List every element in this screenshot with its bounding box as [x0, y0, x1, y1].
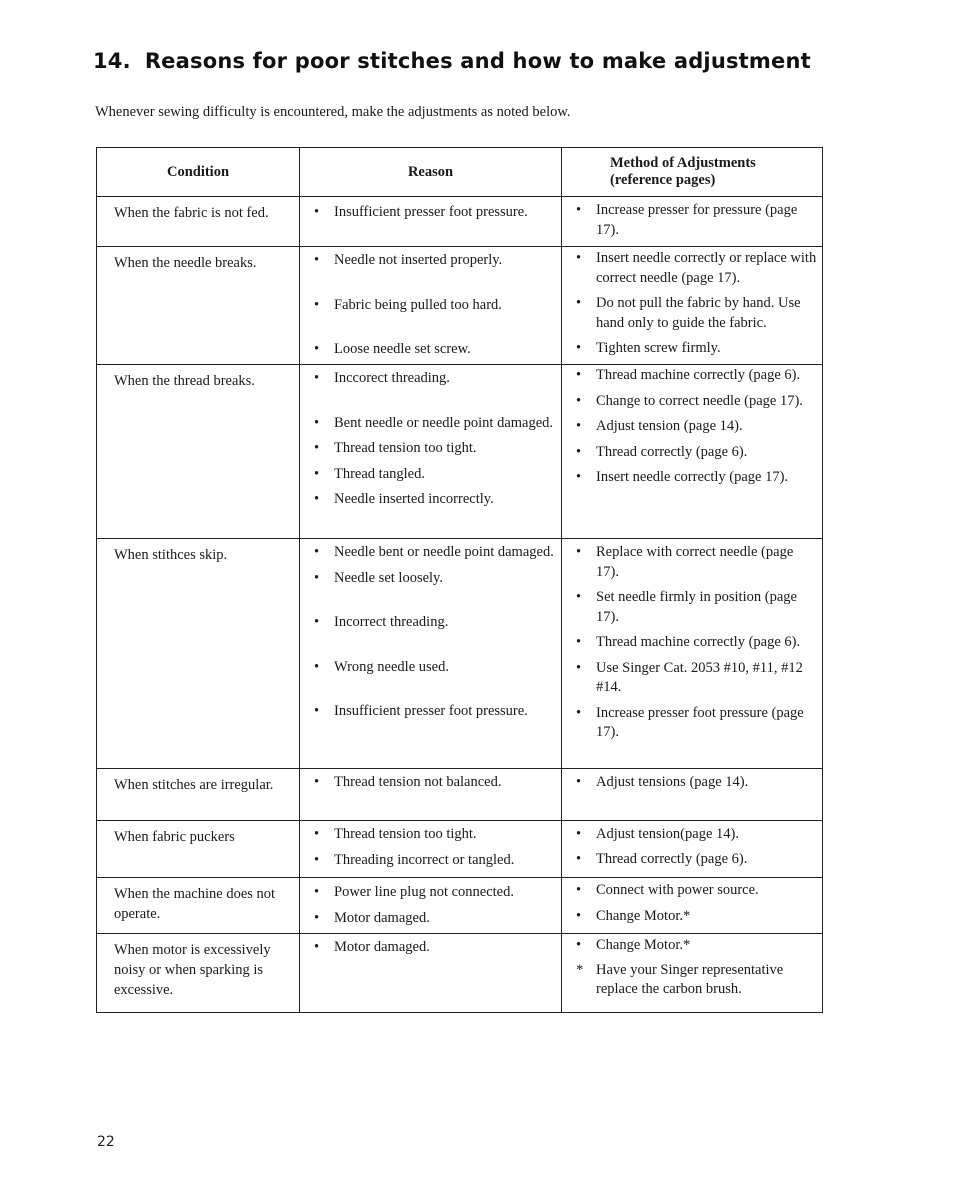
reason-cell	[300, 821, 562, 878]
header-method-line1: Method of Adjustments	[610, 155, 756, 171]
reason-text: Wrong needle used.	[334, 658, 449, 675]
reason-item	[314, 773, 557, 793]
reason-cell	[300, 197, 562, 247]
reason-item	[314, 702, 557, 722]
method-item	[576, 249, 818, 288]
reason-text: Needle inserted incorrectly.	[334, 491, 494, 507]
reason-text: Insufficient presser foot pressure.	[334, 204, 528, 220]
reason-text: Needle not inserted properly.	[334, 252, 503, 268]
bullet-icon: •	[576, 544, 582, 560]
bullet-icon: •	[314, 465, 320, 482]
method-item	[576, 907, 818, 927]
method-item	[576, 417, 818, 437]
method-cell	[562, 878, 823, 934]
bullet-icon: •	[314, 204, 320, 220]
reason-item	[314, 414, 557, 434]
method-cell	[562, 821, 823, 878]
bullet-icon: •	[576, 882, 582, 898]
bullet-icon: •	[314, 569, 320, 586]
page-title	[93, 49, 811, 73]
reason-item	[314, 340, 557, 360]
bullet-icon: •	[314, 440, 320, 456]
method-text: Change to correct needle (page 17).	[596, 392, 803, 409]
bullet-icon: •	[576, 367, 582, 383]
method-cell	[562, 197, 823, 247]
reason-text: Needle bent or needle point damaged.	[334, 544, 554, 560]
reason-cell	[300, 769, 562, 821]
method-text: Adjust tensions (page 14).	[596, 774, 749, 790]
table-row	[97, 365, 823, 539]
method-item	[576, 201, 818, 240]
method-item	[576, 633, 818, 653]
bullet-icon: •	[576, 907, 582, 924]
troubleshooting-table	[96, 147, 823, 1013]
bullet-icon: •	[314, 370, 320, 386]
method-item	[576, 936, 818, 956]
table-row	[97, 539, 823, 769]
reason-item	[314, 439, 557, 459]
method-text: Set needle firmly in position (page 17).	[596, 589, 797, 625]
method-item	[576, 468, 818, 488]
table-row	[97, 197, 823, 247]
bullet-icon: •	[314, 414, 320, 431]
bullet-icon: •	[576, 937, 582, 953]
bullet-icon: •	[576, 469, 582, 485]
reason-text: Bent needle or needle point damaged.	[334, 414, 554, 431]
method-text: Insert needle correctly or replace with correct needle (page 17).	[596, 250, 817, 286]
reason-text: Loose needle set screw.	[334, 341, 471, 357]
reason-item	[314, 369, 557, 389]
method-text: Connect with power source.	[596, 882, 759, 898]
asterisk-marker: *	[576, 961, 584, 978]
header-condition: Condition	[97, 148, 300, 197]
method-item	[576, 704, 818, 743]
intro-text: Whenever sewing difficulty is encountered, make the adjustments as noted below.	[95, 104, 571, 120]
reason-item	[314, 825, 557, 845]
method-text: Insert needle correctly (page 17).	[596, 469, 789, 485]
reason-item	[314, 938, 557, 958]
reason-text: Threading incorrect or tangled.	[334, 851, 515, 868]
reason-item	[314, 251, 557, 271]
reason-text: Power line plug not connected.	[334, 884, 514, 900]
reason-text: Inccorect threading.	[334, 370, 450, 386]
reason-item	[314, 543, 557, 563]
reason-item	[314, 569, 557, 589]
method-item	[576, 881, 818, 901]
method-text: Use Singer Cat. 2053 #10, #11, #12 #14.	[596, 659, 803, 695]
method-cell	[562, 247, 823, 365]
condition-cell: When the fabric is not fed.	[97, 197, 300, 247]
header-reason: Reason	[300, 148, 562, 197]
section-number: 14.	[93, 49, 131, 73]
table-row	[97, 247, 823, 365]
bullet-icon: •	[576, 443, 582, 460]
method-item	[576, 588, 818, 627]
condition-cell: When stitches are irregular.	[97, 769, 300, 821]
method-item	[576, 961, 818, 1000]
reason-text: Motor damaged.	[334, 909, 430, 926]
method-item	[576, 392, 818, 412]
bullet-icon: •	[576, 659, 582, 676]
header-method	[562, 148, 823, 197]
reason-item	[314, 658, 557, 678]
bullet-icon: •	[314, 703, 320, 719]
reason-item	[314, 490, 557, 510]
bullet-icon: •	[314, 658, 320, 675]
reason-item	[314, 465, 557, 485]
reason-cell	[300, 878, 562, 934]
method-text: Have your Singer representative replace the carbon brush.	[596, 961, 784, 997]
bullet-icon: •	[576, 774, 582, 790]
reason-text: Incorrect threading.	[334, 614, 449, 630]
condition-cell: When the needle breaks.	[97, 247, 300, 365]
reason-item	[314, 851, 557, 871]
method-text: Thread correctly (page 6).	[596, 443, 748, 460]
method-text: Increase presser for pressure (page 17).	[596, 202, 798, 238]
condition-cell: When the machine does not operate.	[97, 878, 300, 934]
bullet-icon: •	[576, 634, 582, 650]
condition-cell: When the thread breaks.	[97, 365, 300, 539]
reason-cell	[300, 539, 562, 769]
bullet-icon: •	[314, 341, 320, 357]
reason-text: Thread tension not balanced.	[334, 774, 502, 790]
condition-cell: When fabric puckers	[97, 821, 300, 878]
bullet-icon: •	[576, 392, 582, 409]
page-number: 22	[97, 1134, 115, 1150]
bullet-icon: •	[314, 884, 320, 900]
bullet-icon: •	[314, 774, 320, 790]
bullet-icon: •	[576, 250, 582, 266]
bullet-icon: •	[314, 614, 320, 630]
reason-cell	[300, 247, 562, 365]
method-text: Adjust tension(page 14).	[596, 826, 739, 842]
bullet-icon: •	[576, 826, 582, 842]
reason-cell	[300, 934, 562, 1013]
method-cell	[562, 365, 823, 539]
bullet-icon: •	[576, 202, 582, 218]
method-cell	[562, 539, 823, 769]
reason-item	[314, 613, 557, 633]
bullet-icon: •	[314, 826, 320, 842]
bullet-icon: •	[314, 939, 320, 955]
reason-text: Motor damaged.	[334, 939, 430, 955]
method-text: Replace with correct needle (page 17).	[596, 544, 794, 580]
method-item	[576, 543, 818, 582]
reason-item	[314, 909, 557, 929]
condition-cell: When motor is excessively noisy or when sparking is excessive.	[97, 934, 300, 1013]
section-title: Reasons for poor stitches and how to make adjustment	[144, 49, 811, 73]
header-method-line2: (reference pages)	[610, 172, 716, 188]
method-item	[576, 339, 818, 359]
table-row	[97, 821, 823, 878]
method-item	[576, 366, 818, 386]
reason-item	[314, 296, 557, 316]
method-text: Do not pull the fabric by hand. Use hand only to guide the fabric.	[596, 295, 801, 331]
method-text: Thread machine correctly (page 6).	[596, 634, 801, 650]
bullet-icon: •	[576, 704, 582, 721]
reason-text: Insufficient presser foot pressure.	[334, 703, 528, 719]
method-text: Change Motor.*	[596, 907, 691, 924]
method-cell	[562, 934, 823, 1013]
table-header	[97, 148, 823, 197]
bullet-icon: •	[314, 851, 320, 868]
reason-text: Fabric being pulled too hard.	[334, 296, 502, 313]
bullet-icon: •	[314, 491, 320, 507]
method-text: Increase presser foot pressure (page 17).	[596, 704, 804, 740]
bullet-icon: •	[576, 418, 582, 434]
method-item	[576, 443, 818, 463]
reason-item	[314, 203, 557, 223]
reason-text: Thread tangled.	[334, 465, 425, 482]
method-text: Change Motor.*	[596, 937, 691, 953]
reason-text: Needle set loosely.	[334, 569, 443, 586]
method-text: Thread correctly (page 6).	[596, 850, 748, 867]
method-cell	[562, 769, 823, 821]
reason-text: Thread tension too tight.	[334, 440, 477, 456]
bullet-icon: •	[314, 909, 320, 926]
bullet-icon: •	[314, 544, 320, 560]
method-text: Thread machine correctly (page 6).	[596, 367, 801, 383]
reason-cell	[300, 365, 562, 539]
method-item	[576, 850, 818, 870]
method-item	[576, 294, 818, 333]
reason-text: Thread tension too tight.	[334, 826, 477, 842]
bullet-icon: •	[576, 340, 582, 356]
table-row	[97, 769, 823, 821]
method-item	[576, 773, 818, 793]
method-text: Adjust tension (page 14).	[596, 418, 743, 434]
method-item	[576, 659, 818, 698]
table-body	[97, 197, 823, 1013]
table-row	[97, 934, 823, 1013]
table-row	[97, 878, 823, 934]
bullet-icon: •	[576, 295, 582, 311]
bullet-icon: •	[576, 589, 582, 605]
method-text: Tighten screw firmly.	[596, 340, 721, 356]
reason-item	[314, 883, 557, 903]
bullet-icon: •	[314, 296, 320, 313]
bullet-icon: •	[576, 850, 582, 867]
bullet-icon: •	[314, 252, 320, 268]
method-item	[576, 825, 818, 845]
condition-cell: When stithces skip.	[97, 539, 300, 769]
